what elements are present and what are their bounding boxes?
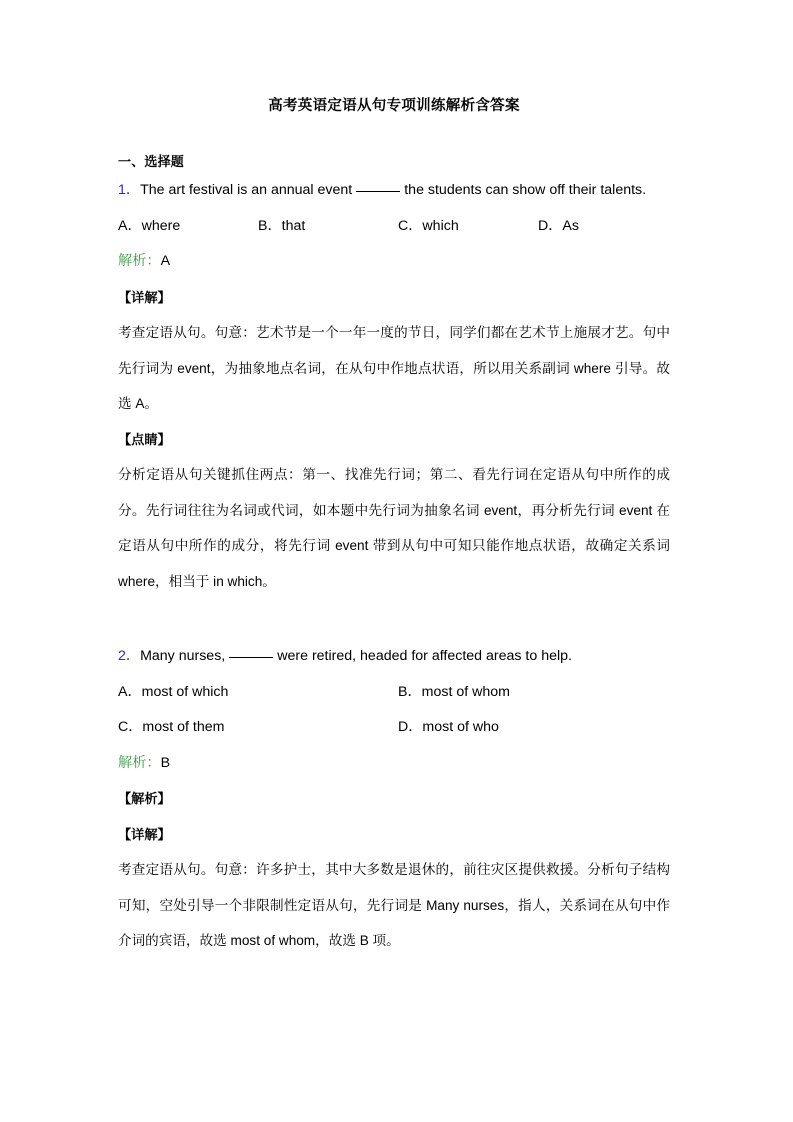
answer-line-2: [118, 746, 670, 782]
explanation-tag-2-detail: 【详解】: [118, 826, 171, 842]
option-2-b[interactable]: B．most of whom: [398, 683, 510, 700]
explanation-text-1-tip: 分析定语从句关键抓住两点：第一、找准先行词；第二、看先行词在定语从句中所作的成分。先行词往往为名词或代词，如本题中先行词为抽象名词 event，再分析先行词 event 在定语从句中所作的成分，将先行词 event 带到从句中可知只能作地点状语，故确定关系词 where，相当于 in which。: [118, 467, 670, 589]
explanation-text-2-detail: 考查定语从句。句意：许多护士，其中大多数是退休的，前往灾区提供救援。分析句子结构可知，空处引导一个非限制性定语从句，先行词是 Many nurses，指人，关系词在从句中作介词的宾语，故选 most of whom，故选 B 项。: [118, 862, 670, 948]
options-row-1: [118, 209, 670, 245]
explanation-tag-1-tip: 【点睛】: [118, 431, 171, 447]
option-2-d[interactable]: D．most of who: [398, 719, 499, 735]
option-1-d[interactable]: D．As: [538, 217, 579, 234]
answer-value-1: A: [160, 253, 171, 269]
question-stem-2: [118, 639, 670, 675]
question-block-2: [118, 639, 670, 959]
question-stem-text-before-2: Many nurses,: [140, 648, 226, 664]
answer-blank-2[interactable]: [229, 657, 273, 658]
section-heading: 一、选择题: [118, 154, 185, 169]
answer-blank-1[interactable]: [356, 191, 400, 192]
answer-value-2: B: [160, 754, 171, 771]
option-1-c[interactable]: C．which: [398, 217, 459, 234]
question-stem-text-before-1: The art festival is an annual event: [140, 182, 353, 198]
option-1-b[interactable]: B．that: [258, 217, 306, 234]
document-content: [118, 96, 670, 959]
explanation-tag-1-detail: 【详解】: [118, 289, 171, 305]
option-2-c[interactable]: C．most of them: [118, 719, 225, 735]
question-number-1: 1．: [118, 182, 141, 198]
options-row-2-top: [118, 675, 670, 711]
option-2-a[interactable]: A．most of which: [118, 683, 229, 700]
question-stem-text-after-2: were retired, headed for affected areas to help.: [277, 648, 572, 664]
answer-line-1: [118, 244, 670, 280]
question-stem-text-after-1: the students can show off their talents.: [404, 182, 647, 198]
option-1-a[interactable]: A．where: [118, 217, 181, 234]
explanation-tag-2-analysis: 【解析】: [118, 791, 171, 806]
explanation-text-1-detail: 考查定语从句。句意：艺术节是一个一年一度的节日，同学们都在艺术节上施展才艺。句中先行词为 event，为抽象地点名词，在从句中作地点状语，所以用关系副词 where 引导。故选 A。: [118, 325, 670, 411]
answer-label-1: 解析：: [118, 253, 161, 269]
options-row-2-bottom: [118, 710, 670, 746]
question-number-2: 2．: [118, 648, 141, 664]
question-block-1: [118, 173, 670, 599]
question-spacer: [118, 599, 670, 639]
page-title: 高考英语定语从句专项训练解析含答案: [268, 98, 520, 114]
answer-label-2: 解析：: [118, 754, 161, 771]
question-stem-1: [118, 173, 670, 209]
